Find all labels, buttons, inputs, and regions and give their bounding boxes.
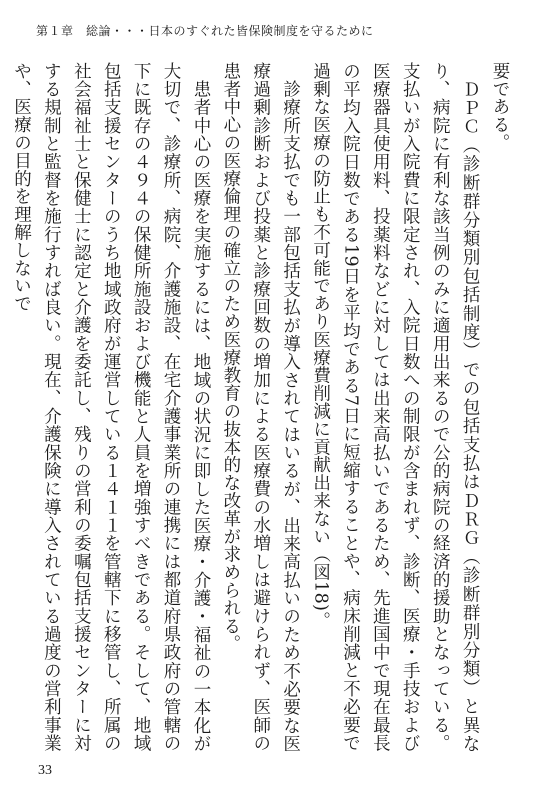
paragraph-clinic-payment: 診療所支払でも一部包括支払が導入されてはいるが、出来高払いのため不必要な医療過剰診断および投薬と診療回数の増加による医療費の水増しは避けられず、医師の患者中心の医療倫理の確立のため医療教育の抜本的な改革が求められる。 (220, 62, 301, 752)
page-number: 33 (38, 763, 52, 778)
running-head: 第１章 総論・・・日本のすぐれた皆保険制度を守るために (36, 24, 374, 38)
paragraph-patient-centered-care: 患者中心の医療を実施するには、地域の状況に即した医療・介護・福祉の一本化が大切で、診療所、病院、介護施設、在宅介護事業所の連携には都道府県政府の管轄の下に既存の４９４の保健所施設および機能と人員を増強すべきである。そして、地域包括支援センターのうち地域政府が運営している１４１１を管轄下に移管し、所属の社会福祉士と保健士に認定と介護を委託し、残りの営利の委嘱包括支援センターに対する規制と監督を施行すれば良い。現在、介護保険に導入されている過度の営利事業や、医療の目的を理解しないで (11, 62, 211, 752)
body-text (11, 62, 514, 752)
paragraph-continuation: 要である。 (490, 62, 510, 152)
paragraph-dpc: ＤＰＣ（診断群分類別包括制度）での包括支払はＤＲＧ（診断群別分類）と異なり、病院に有利な該当例のみに適用出来るので公的病院の経済的援助となっている。支払いが入院費に限定され、入院日数への制限が含まれず、診断、医療・手技および医療器具使用料、投薬料などに対しては出来高払いであるため、先進国中で現在最長の平均入院日数である19日を平均である7日に短縮することや、病床削減と不必要で過剰な医療の防止も不可能であり医療費削減に貢献出来ない（図18)。 (310, 62, 481, 752)
